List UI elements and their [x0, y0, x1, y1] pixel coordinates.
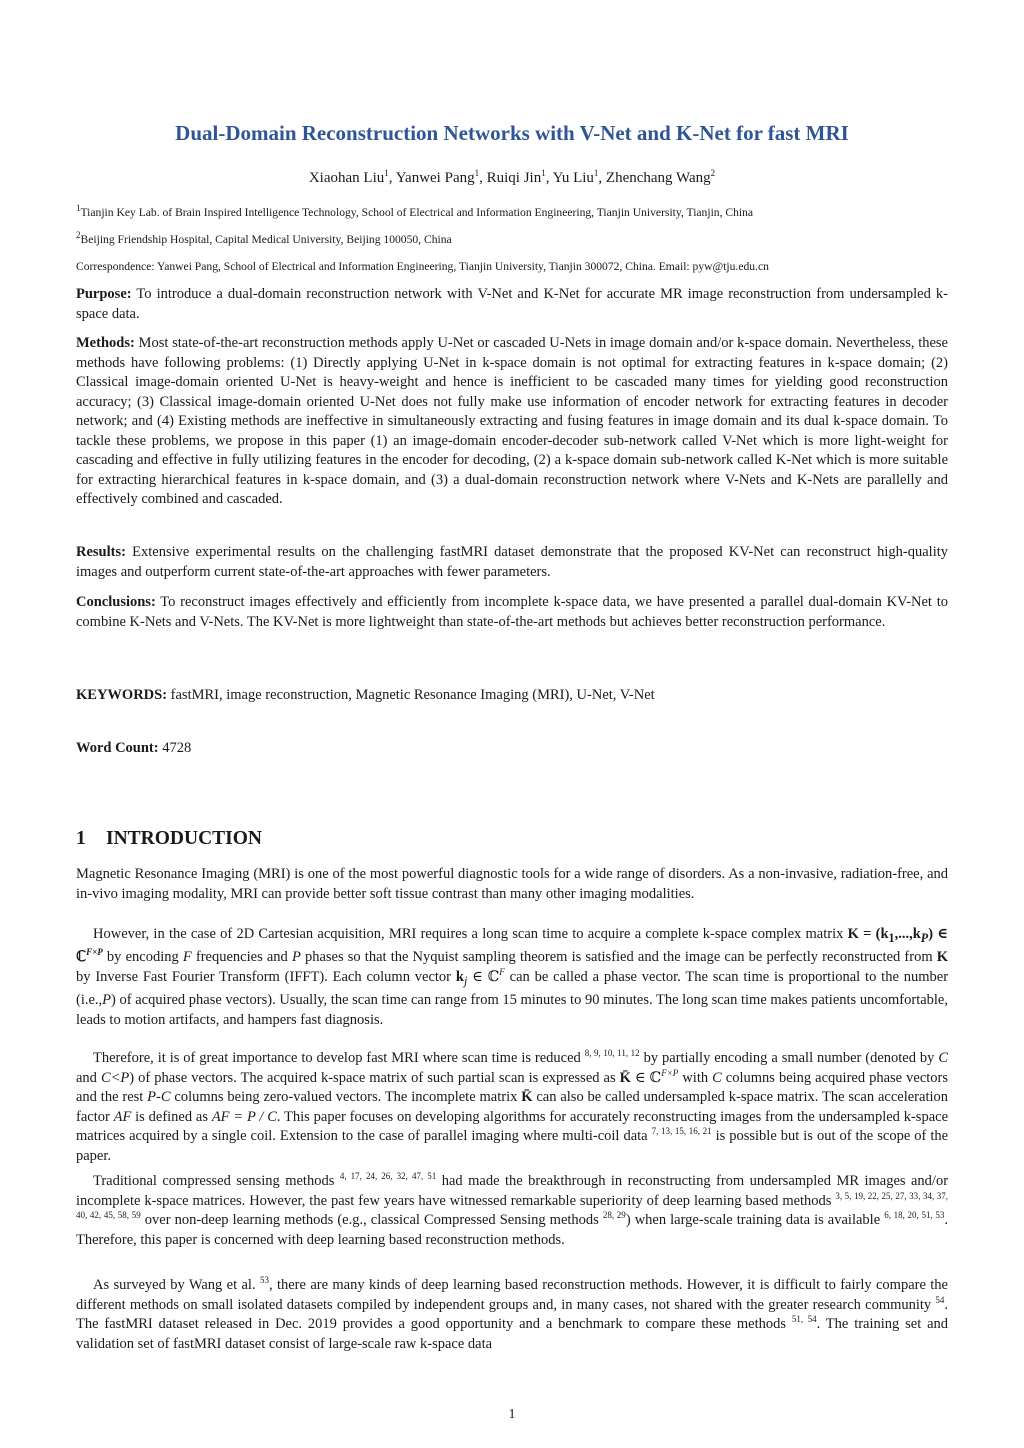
text-run: ) of phase vectors. The acquired k-space matrix of such partial scan is expressed as: [129, 1069, 616, 1086]
text-run: with: [682, 1069, 709, 1086]
text-run: had made the breakthrough in reconstructing from undersampled MR images and/or incomplete k-space matrices. However, the past few years have witnessed remarkable superiority of deep learning based methods: [76, 1173, 949, 1209]
paper-title: Dual-Domain Reconstruction Networks with V-Net and K-Net for fast MRI: [175, 121, 849, 145]
text-run: is possible but is out of the scope of the paper.: [76, 1128, 949, 1164]
text-run: columns being zero-valued vectors. The incomplete matrix: [174, 1089, 518, 1105]
text-run: phases so that the Nyquist sampling theorem is satisfied and the image can be perfectly reconstructed from: [304, 949, 933, 966]
citation: 54: [935, 1294, 945, 1305]
word-count: [76, 739, 948, 759]
text-run: by encoding: [106, 949, 179, 966]
section-title: INTRODUCTION: [106, 828, 263, 849]
affiliation-mark: 2: [710, 168, 716, 178]
text-run: over non-deep learning methods (e.g., classical Compressed Sensing methods: [144, 1212, 599, 1228]
keywords: [76, 686, 948, 706]
keywords-label: KEYWORDS:: [76, 687, 168, 703]
math-P: P: [291, 949, 301, 966]
affiliation-text: Beijing Friendship Hospital, Capital Medical University, Beijing 100050, China: [80, 233, 452, 246]
text-run: and: [76, 1069, 97, 1086]
purpose-label: Purpose:: [76, 286, 132, 302]
author-name: Yu Liu: [552, 170, 594, 186]
text-run: ) when large-scale training data is available: [625, 1212, 881, 1228]
text-run: can also be called undersampled k-space matrix. The scan acceleration factor: [76, 1089, 949, 1125]
conclusions-label: Conclusions:: [76, 594, 156, 610]
citation: 28, 29: [602, 1210, 626, 1221]
citation: 51, 54: [791, 1314, 817, 1325]
math-C: C: [938, 1050, 949, 1066]
keywords-text: fastMRI, image reconstruction, Magnetic Resonance Imaging (MRI), U-Net, V-Net: [170, 687, 655, 703]
author-name: Xiaohan Liu: [308, 170, 385, 186]
section-heading: [76, 828, 262, 850]
intro-paragraph-4: [76, 1172, 948, 1250]
math-Kbar-def: K̄ ∈ ℂ$^{F\times P}$: [619, 1067, 679, 1086]
text-run: However, in the case of 2D Cartesian acquisition, MRI requires a long scan time to acquire a complete k-space complex matrix: [93, 926, 844, 942]
text-run: can be called a phase vector. The scan time is proportional to the number (i.e.,: [76, 968, 949, 1009]
intro-paragraph-2: [76, 925, 948, 1030]
text-run: Traditional compressed sensing methods: [93, 1173, 335, 1189]
text-run: . Therefore, this paper is concerned with deep learning based reconstruction methods.: [76, 1212, 949, 1248]
results-label: Results:: [76, 544, 126, 560]
affiliation-mark: 1: [76, 203, 81, 214]
citation: 53: [259, 1275, 269, 1286]
text-run: columns being acquired phase vectors and the rest: [76, 1069, 949, 1105]
affiliation-mark: 2: [76, 230, 81, 241]
text-run: Therefore, it is of great importance to develop fast MRI where scan time is reduced: [93, 1050, 581, 1066]
math-AF: AF: [113, 1108, 132, 1125]
word-count-label: Word Count:: [76, 740, 159, 756]
intro-paragraph-3: [76, 1049, 948, 1166]
citation: 3, 5, 19, 22, 25, 27, 33, 34, 37, 40, 42, 45, 58, 59: [76, 1190, 948, 1221]
math-C: C: [712, 1069, 722, 1086]
affiliation-mark: 1: [384, 168, 389, 178]
text-run: is defined as: [135, 1108, 209, 1125]
abstract-results: [76, 543, 948, 582]
math-kj: $k_j$ ∈ ℂ$^F$: [455, 967, 505, 988]
math-F: F: [182, 949, 192, 966]
abstract-methods: [76, 334, 948, 510]
citation: 7, 13, 15, 16, 21: [651, 1126, 712, 1137]
math-K-definition: $K = (k_1,...,k_P)$ ∈ ℂ$^{F\times P}$: [76, 926, 948, 966]
affiliation-text: Tianjin Key Lab. of Brain Inspired Intelligence Technology, School of Electrical and Information Engineering, Tianjin University, Tianjin, China: [80, 206, 754, 219]
author-name: Ruiqi Jin: [486, 170, 542, 186]
math-C-lt-P: C<P: [100, 1069, 130, 1086]
affiliation-mark: 1: [593, 168, 599, 178]
abstract-purpose: [76, 285, 948, 324]
correspondence: Correspondence: Yanwei Pang, School of Electrical and Information Engineering, Tianjin University, Tianjin 300072, China. Email: pyw@tju.edu.cn: [76, 260, 769, 273]
citation: 6, 18, 20, 51, 53: [884, 1210, 945, 1221]
text-run: ) of acquired phase vectors). Usually, the scan time can range from 15 minutes to 90 minutes. The long scan time makes patients uncomfortable, leads to motion artifacts, and hampers fast diagnosis.: [76, 992, 948, 1028]
section-number: 1: [76, 828, 86, 849]
math-AF-definition: AF = P / C: [211, 1108, 277, 1125]
math-P-minus-C: P-C: [147, 1089, 171, 1105]
math-Kbar: K̄: [521, 1089, 533, 1105]
text-run: As surveyed by Wang et al.: [93, 1277, 256, 1293]
word-count-value: 4728: [162, 740, 192, 756]
conclusions-text: To reconstruct images effectively and efficiently from incomplete k-space data, we have presented a parallel dual-domain KV-Net to combine K-Nets and V-Nets. The KV-Net is more lightweight than state-of-the-art methods but achieves better reconstruction performance.: [76, 594, 948, 630]
purpose-text: To introduce a dual-domain reconstruction network with V-Net and K-Net for accurate MR image reconstruction from undersampled k-space data.: [76, 286, 948, 322]
methods-text: Most state-of-the-art reconstruction methods apply U-Net or cascaded U-Nets in image domain and/or k-space domain. Nevertheless, these methods have following problems: (1) Directly applying U-Net in k-space domain is not optimal for extracting features in k-space domain; (2) Classical image-domain oriented U-Net is heavy-weight and hence is inefficient to be cascaded many times for yielding good reconstruction accuracy; (3) Classical image-domain oriented U-Net does not fully make use information of encoder network for extracting features in decoder network; and (4) Existing methods are ineffective in simultaneously extracting and fusing features in image domain and its dual k-space domain. To tackle these problems, we propose in this paper (1) an image-domain encoder-decoder sub-network called V-Net which is more light-weight for cascading and effective in fully utilizing features in the encoder for decoding, (2) a k-space domain sub-network called K-Net which is more suitable for extracting hierarchical features in k-space domain, and (3) a dual-domain reconstruction network where V-Nets and K-Nets are parallelly and effectively combined and cascaded.: [76, 335, 948, 507]
text-run: frequencies and: [195, 949, 288, 966]
affiliation-2: [76, 230, 948, 247]
affiliation-1: [76, 203, 948, 220]
intro-paragraph-5: [76, 1276, 948, 1354]
text-run: . The training set and validation set of fastMRI dataset consist of large-scale raw k-space data: [76, 1316, 949, 1352]
text-run: by partially encoding a small number (denoted by: [643, 1050, 935, 1066]
author-name: Zhenchang Wang: [605, 170, 711, 186]
author-name: Yanwei Pang: [395, 170, 475, 186]
results-text: Extensive experimental results on the challenging fastMRI dataset demonstrate that the proposed KV-Net can reconstruct high-quality images and outperform current state-of-the-art approaches with fewer parameters.: [76, 544, 949, 580]
text-run: . This paper focuses on developing algorithms for accurately reconstructing images from the undersampled k-space matrices acquired by a single coil. Extension to the case of parallel imaging where multi-coil data: [76, 1108, 949, 1144]
text-run: by Inverse Fast Fourier Transform (IFFT). Each column vector: [76, 968, 452, 985]
math-P: P: [102, 992, 112, 1009]
text-run: , there are many kinds of deep learning based reconstruction methods. However, it is difficult to fairly compare the different methods on small isolated datasets compiled by independent groups and, in many cases, not shared with the greater research community: [76, 1277, 948, 1313]
citation: 8, 9, 10, 11, 12: [584, 1048, 640, 1059]
affiliation-mark: 1: [474, 168, 480, 178]
abstract-conclusions: [76, 593, 948, 632]
methods-label: Methods:: [76, 335, 135, 351]
text-run: . The fastMRI dataset released in Dec. 2019 provides a good opportunity and a benchmark to compare these methods: [76, 1296, 949, 1332]
citation: 4, 17, 24, 26, 32, 47, 51: [339, 1171, 437, 1182]
page-number: 1: [508, 1407, 516, 1422]
intro-paragraph-1: Magnetic Resonance Imaging (MRI) is one of the most powerful diagnostic tools for a wide range of disorders. As a non-invasive, radiation-free, and in-vivo imaging modality, MRI can provide better soft tissue contrast than many other imaging modalities.: [76, 866, 948, 902]
math-K: K: [936, 949, 949, 966]
affiliation-mark: 1: [541, 168, 546, 178]
author-list: Xiaohan Liu$^1$, Yanwei Pang$^1$, Ruiqi Jin$^1$, Yu Liu$^1$, Zhenchang Wang$^2$: [308, 168, 716, 186]
